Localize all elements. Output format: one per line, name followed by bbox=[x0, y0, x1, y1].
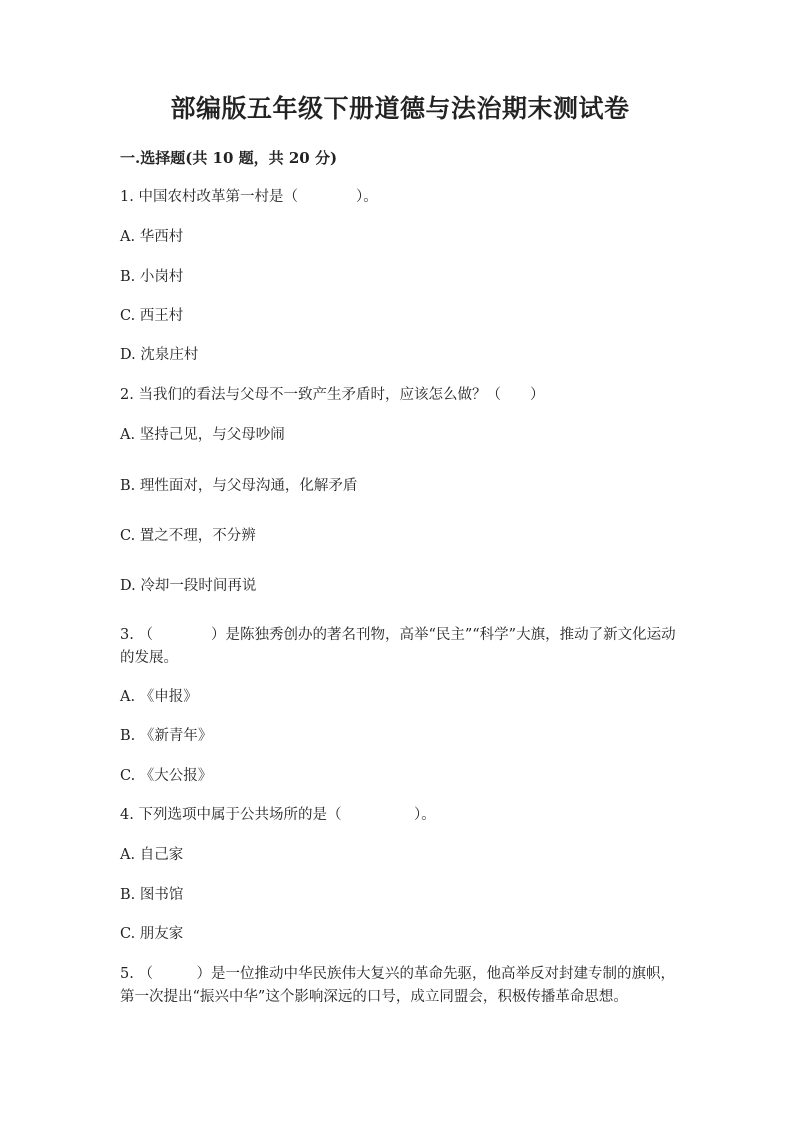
question-4-option-a: A. 自己家 bbox=[120, 847, 184, 863]
question-3-option-b: B. 《新青年》 bbox=[120, 728, 213, 744]
question-1-option-c: C. 西王村 bbox=[120, 308, 184, 324]
question-1-stem: 1. 中国农村改革第一村是（ ）。 bbox=[120, 189, 378, 205]
question-4-option-b: B. 图书馆 bbox=[120, 887, 184, 903]
question-2-option-d: D. 冷却一段时间再说 bbox=[120, 578, 257, 594]
question-2-stem: 2. 当我们的看法与父母不一致产生矛盾时，应该怎么做？（ ） bbox=[120, 387, 545, 403]
question-2-option-b: B. 理性面对，与父母沟通，化解矛盾 bbox=[120, 478, 358, 494]
question-1-option-a: A. 华西村 bbox=[120, 229, 184, 245]
question-4-stem: 4. 下列选项中属于公共场所的是（ ）。 bbox=[120, 807, 436, 823]
question-3-option-a: A. 《申报》 bbox=[120, 689, 198, 705]
question-2-option-c: C. 置之不理，不分辨 bbox=[120, 528, 256, 544]
question-5-stem: 5. （ ）是一位推动中华民族伟大复兴的革命先驱，他高举反对封建专制的旗帜，第一次提出“振兴中华”这个影响深远的口号，成立同盟会，积极传播革命思想。 bbox=[120, 966, 675, 1005]
question-4-option-c: C. 朋友家 bbox=[120, 926, 184, 942]
section-header: 一.选择题(共 10 题，共 20 分) bbox=[120, 149, 338, 167]
question-2-option-a: A. 坚持己见，与父母吵闹 bbox=[120, 427, 285, 443]
exam-title: 部编版五年级下册道德与法治期末测试卷 bbox=[170, 94, 630, 123]
question-3-option-c: C. 《大公报》 bbox=[120, 768, 213, 784]
question-1-option-b: B. 小岗村 bbox=[120, 269, 184, 285]
question-1-option-d: D. 沈泉庄村 bbox=[120, 347, 199, 363]
question-3-stem: 3. （ ）是陈独秀创办的著名刊物，高举“民主”“科学”大旗，推动了新文化运动的发展。 bbox=[120, 627, 676, 666]
